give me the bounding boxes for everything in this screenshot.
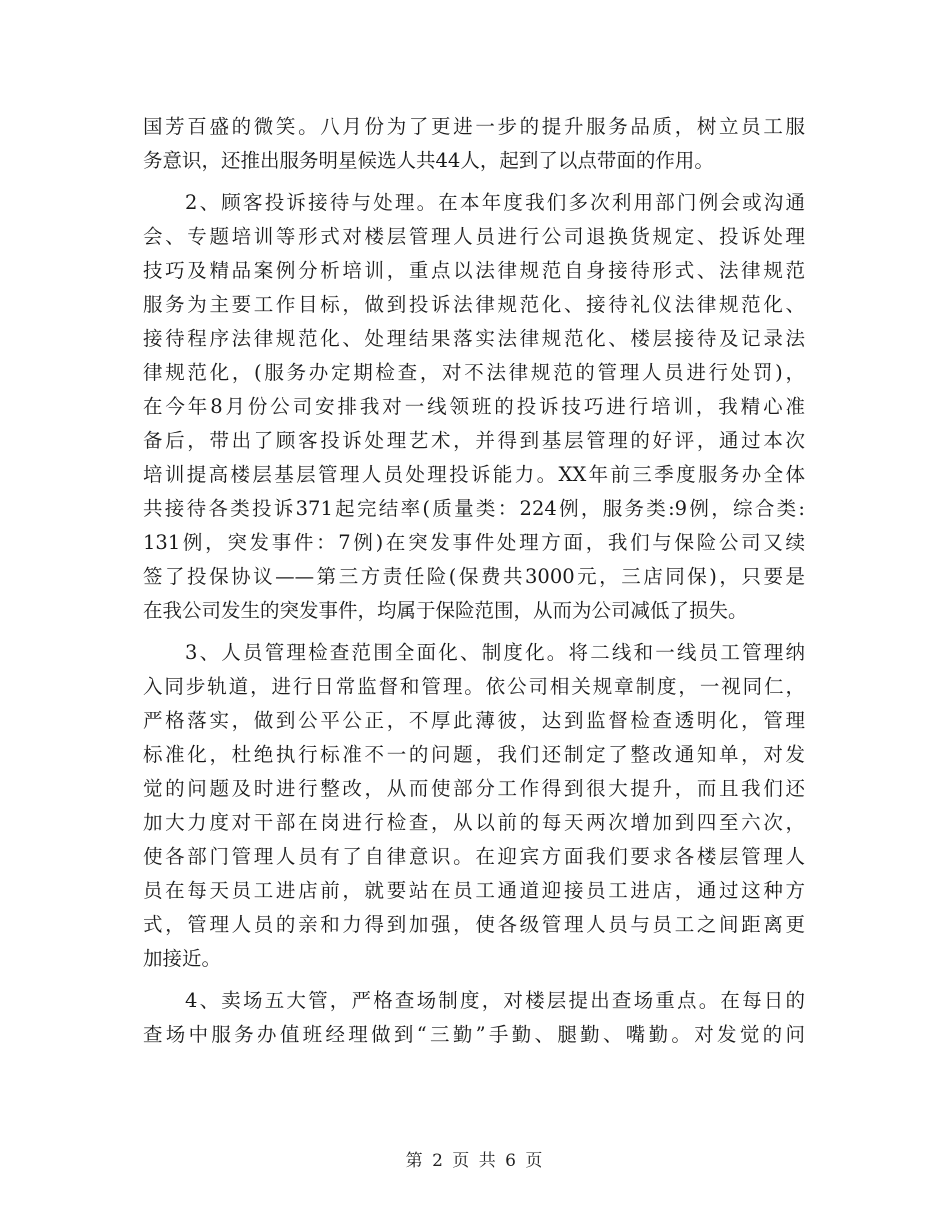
text-line: 入同步轨道，进行日常监督和管理。依公司相关规章制度，一视同仁， — [143, 675, 805, 698]
text-line: 标准化，杜绝执行标准不一的问题，我们还制定了整改通知单，对发 — [143, 743, 805, 766]
text-line: 3、人员管理检查范围全面化、制度化。将二线和一线员工管理纳 — [185, 641, 805, 664]
text-line: 使各部门管理人员有了自律意识。在迎宾方面我们要求各楼层管理人 — [143, 845, 805, 868]
text-line: 培训提高楼层基层管理人员处理投诉能力。XX年前三季度服务办全体 — [143, 463, 805, 486]
text-line: 觉的问题及时进行整改，从而使部分工作得到很大提升，而且我们还 — [143, 777, 805, 800]
text-line: 服务为主要工作目标，做到投诉法律规范化、接待礼仪法律规范化、 — [143, 293, 805, 316]
paragraph-gap — [143, 628, 805, 636]
text-line: 律规范化，(服务办定期检查，对不法律规范的管理人员进行处罚)， — [143, 361, 805, 384]
text-line: 严格落实，做到公平公正，不厚此薄彼，达到监督检查透明化，管理 — [143, 709, 805, 732]
text-line: 备后，带出了顾客投诉处理艺术，并得到基层管理的好评，通过本次 — [143, 429, 805, 452]
paragraph-gap — [143, 976, 805, 984]
text-line: 签了投保协议——第三方责任险(保费共3000元，三店同保)，只要是 — [143, 565, 805, 588]
text-line: 查场中服务办值班经理做到“三勤”手勤、腿勤、嘴勤。对发觉的问 — [143, 1023, 805, 1046]
text-line: 131例，突发事件：7例)在突发事件处理方面，我们与保险公司又续 — [143, 531, 805, 554]
text-line: 式，管理人员的亲和力得到加强，使各级管理人员与员工之间距离更 — [143, 913, 805, 936]
text-line: 在今年8月份公司安排我对一线领班的投诉技巧进行培训，我精心准 — [143, 395, 805, 418]
text-line: 技巧及精品案例分析培训，重点以法律规范自身接待形式、法律规范 — [143, 259, 805, 282]
text-line: 加接近。 — [143, 947, 222, 970]
text-line: 在我公司发生的突发事件，均属于保险范围，从而为公司减低了损失。 — [143, 599, 748, 622]
text-line: 国芳百盛的微笑。八月份为了更进一步的提升服务品质，树立员工服 — [143, 115, 805, 138]
page-footer: 第 2 页 共 6 页 — [405, 1151, 545, 1171]
text-line: 共接待各类投诉371起完结率(质量类：224例，服务类:9例，综合类: — [143, 497, 805, 520]
paragraph-gap — [143, 178, 805, 186]
text-line: 4、卖场五大管，严格查场制度，对楼层提出查场重点。在每日的 — [185, 989, 805, 1012]
text-line: 员在每天员工进店前，就要站在员工通道迎接员工进店，通过这种方 — [143, 879, 805, 902]
text-line: 会、专题培训等形式对楼层管理人员进行公司退换货规定、投诉处理 — [143, 225, 805, 248]
text-line: 2、顾客投诉接待与处理。在本年度我们多次利用部门例会或沟通 — [185, 191, 805, 214]
text-line: 接待程序法律规范化、处理结果落实法律规范化、楼层接待及记录法 — [143, 327, 805, 350]
text-line: 务意识，还推出服务明星候选人共44人，起到了以点带面的作用。 — [143, 149, 714, 172]
text-line: 加大力度对干部在岗进行检查，从以前的每天两次增加到四至六次， — [143, 811, 805, 834]
document-body — [143, 110, 805, 1052]
